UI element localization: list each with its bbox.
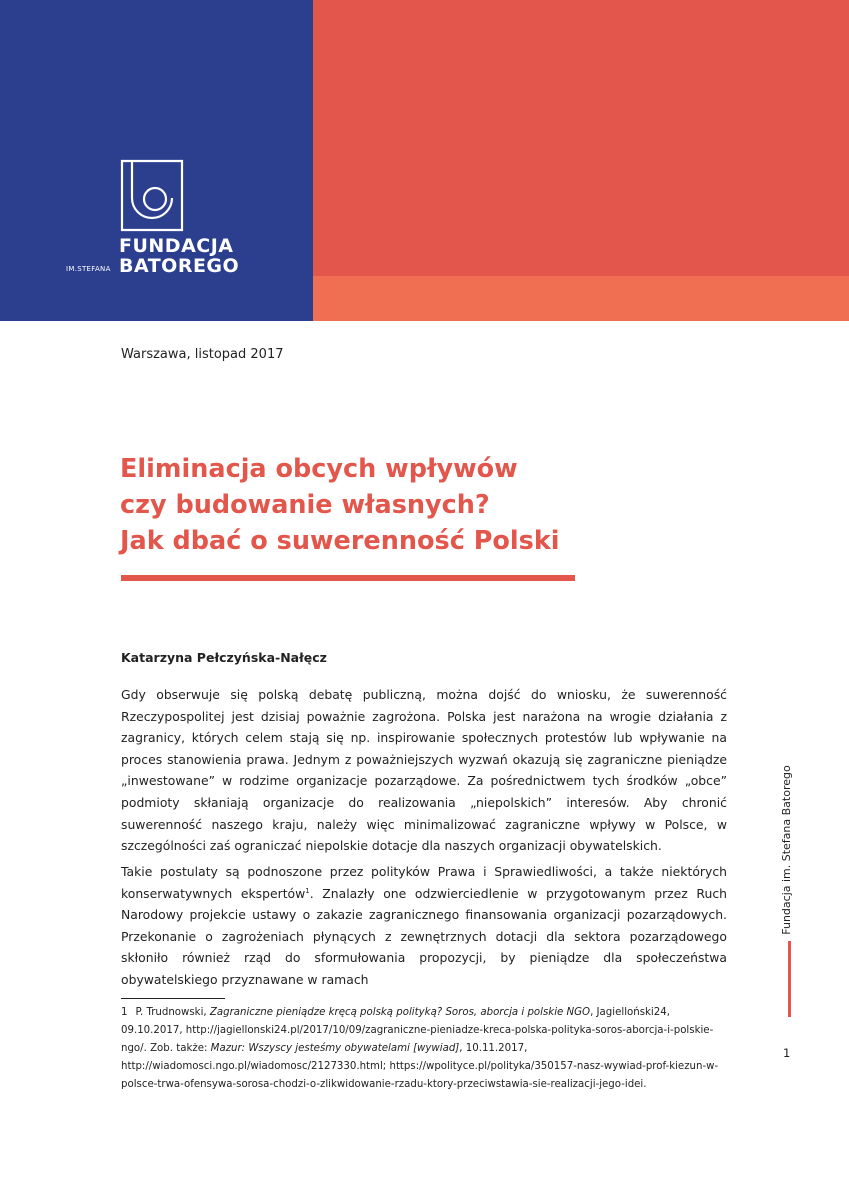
- footnote-article-title-2: Mazur: Wszyscy jesteśmy obywatelami [wywiad]: [210, 1043, 460, 1054]
- header-red-panel: [313, 0, 849, 276]
- footnote-reference[interactable]: 1: [305, 886, 310, 895]
- paragraph-2-text-a: Takie postulaty są podnoszone przez polityków Prawa i Sprawiedliwości, a także niektórych konserwatywnych ekspertów: [121, 864, 727, 901]
- footnote-text-a: P. Trudnowski,: [135, 1007, 210, 1018]
- footnote-text-b: , Jagielloński24, 09.10.2017, http://jagiellonski24.pl/2017/10/09/zagraniczne-pieniadze-kreca-polska-polityka-soros-aborcja-i-polskie-ngo/. Zob. także:: [121, 1007, 714, 1054]
- header-orange-strip: [313, 276, 849, 321]
- logo-text-fundacja: FUNDACJA: [119, 235, 234, 257]
- publication-date: Warszawa, listopad 2017: [121, 347, 284, 362]
- document-title: [120, 451, 680, 559]
- logo-text-prefix: IM.STEFANA: [66, 265, 111, 273]
- title-line-1: Eliminacja obcych wpływów: [120, 454, 518, 484]
- logo-text-batorego: BATOREGO: [119, 255, 240, 277]
- sidebar-accent-bar: [788, 941, 791, 1017]
- paragraph-2-text-b: . Znalazły one odzwierciedlenie w przygotowanym przez Ruch Narodowy projekcie ustawy o zakazie zagranicznego finansowania organizacji pozarządowych. Przekonanie o zagrożeniach płynących z zewnętrznych dotacji dla sektora pozarządowego skłoniło również rząd do sformułowania propozycji, by pieniądze dla społeczeństwa obywatelskiego przyznawane w ramach: [121, 885, 727, 987]
- footnote-1: [121, 1004, 727, 1094]
- foundation-logo-icon: [120, 158, 184, 232]
- title-line-3: Jak dbać o suwerenność Polski: [120, 526, 560, 556]
- page-number: 1: [783, 1046, 791, 1060]
- body-paragraph-2: [121, 861, 727, 991]
- body-paragraph-1: Gdy obserwuje się polską debatę publiczną, można dojść do wniosku, że suwerenność Rzeczypospolitej jest dzisiaj poważnie zagrożona. Polska jest narażona na wrogie działania z zagranicy, których celem stają się np. inspirowanie społecznych protestów lub wpływanie na proces stanowienia prawa. Jednym z poważniejszych wyzwań okazują się zagraniczne pieniądze „inwestowane” w rodzime organizacje pozarządowe. Za pośrednictwem tych środków „obce” podmioty skłaniają organizacje do realizowania „niepolskich” interesów. Aby chronić suwerenność naszego kraju, należy więc minimalizować zagraniczne wpływy w Polsce, w szczególności zaś ograniczać niepolskie dotacje dla naszych organizacji obywatelskich.: [121, 687, 727, 854]
- title-underline: [121, 575, 575, 581]
- footnote-text-c: , 10.11.2017, http://wiadomosci.ngo.pl/wiadomosc/2127330.html; https://wpolityce.pl/polityka/350157-nasz-wywiad-prof-kiezun-w-polsce-trwa-ofensywa-sorosa-chodzi-o-zlikwidowanie-rzadu-ktory-przeciwstawia-sie-realizacji-jego-idei.: [121, 1043, 719, 1090]
- footnote-article-title-1: Zagraniczne pieniądze kręcą polską polityką? Soros, aborcja i polskie NGO: [209, 1007, 591, 1018]
- author-name: Katarzyna Pełczyńska-Nałęcz: [121, 650, 327, 665]
- sidebar-foundation-name: Fundacja im. Stefana Batorego: [780, 765, 793, 935]
- title-line-2: czy budowanie własnych?: [120, 490, 490, 520]
- footnote-separator: [121, 998, 225, 999]
- footnote-number: 1: [121, 1007, 128, 1018]
